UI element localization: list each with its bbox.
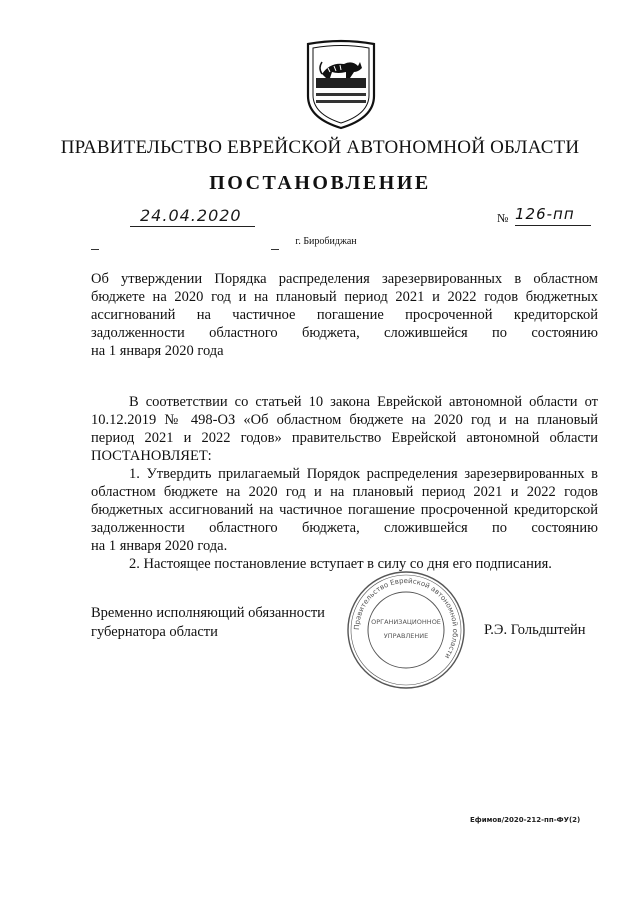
subject-line: бюджете на 2020 год и на плановый период 2021 и 2022 годов бюджетных (91, 289, 598, 305)
seal-inner-line1: ОРГАНИЗАЦИОННОЕ (371, 618, 441, 626)
preamble-line: период 2021 и 2022 годов» правительство Еврейской автономной области (91, 430, 598, 446)
document-date: 24.04.2020 (130, 206, 255, 227)
signer-position (91, 604, 351, 642)
document-number-block (497, 207, 592, 227)
signer-name: Р.Э. Гольдштейн (484, 622, 586, 638)
preamble-line: 10.12.2019 № 498-ОЗ «Об областном бюджете на 2020 год и на плановый (91, 412, 598, 428)
government-title: ПРАВИТЕЛЬСТВО ЕВРЕЙСКОЙ АВТОНОМНОЙ ОБЛАСТИ (60, 137, 580, 158)
subject-corner-mark-left (91, 249, 99, 254)
coat-of-arms-tiger-icon (300, 38, 382, 130)
document-body (91, 393, 598, 573)
subject-line: задолженности областного бюджета, сложившейся по состоянию (91, 325, 598, 341)
subject-line: на 1 января 2020 года (91, 343, 224, 359)
item1-line: 1. Утвердить прилагаемый Порядок распределения зарезервированных в (129, 466, 598, 482)
item1-line: на 1 января 2020 года. (91, 538, 228, 554)
item1-line: областном бюджете на 2020 год и на плановый период 2021 и 2022 годов (91, 484, 598, 500)
item1-line: задолженности областного бюджета, сложившейся по состоянию (91, 520, 598, 536)
item2-line: 2. Настоящее постановление вступает в силу со дня его подписания. (129, 556, 552, 572)
signer-position-line: Временно исполняющий обязанности (91, 605, 325, 621)
preamble-line: В соответствии со статьей 10 закона Еврейской автономной области от (129, 394, 598, 410)
document-type-title: ПОСТАНОВЛЕНИЕ (209, 172, 431, 194)
document-number: 126-пп (515, 205, 591, 226)
city-label: г. Биробиджан (295, 236, 357, 247)
footer-reference: Ефимов/2020-212-пп-ФУ(2) (470, 816, 581, 824)
number-sign: № (497, 211, 509, 225)
official-seal (342, 566, 470, 694)
signer-position-line: губернатора области (91, 624, 218, 640)
preamble-line: ПОСТАНОВЛЯЕТ: (91, 448, 212, 464)
document-subject (91, 270, 598, 360)
seal-ring-text: Правительство Еврейской автономной области (352, 576, 460, 661)
subject-corner-mark-right (271, 249, 279, 254)
seal-inner-line2: УПРАВЛЕНИЕ (383, 632, 429, 640)
subject-line: ассигнований на частичное погашение просроченной кредиторской (91, 307, 598, 323)
subject-line: Об утверждении Порядка распределения зарезервированных в областном (91, 271, 598, 287)
item1-line: бюджетных ассигнований на частичное погашение просроченной кредиторской (91, 502, 598, 518)
